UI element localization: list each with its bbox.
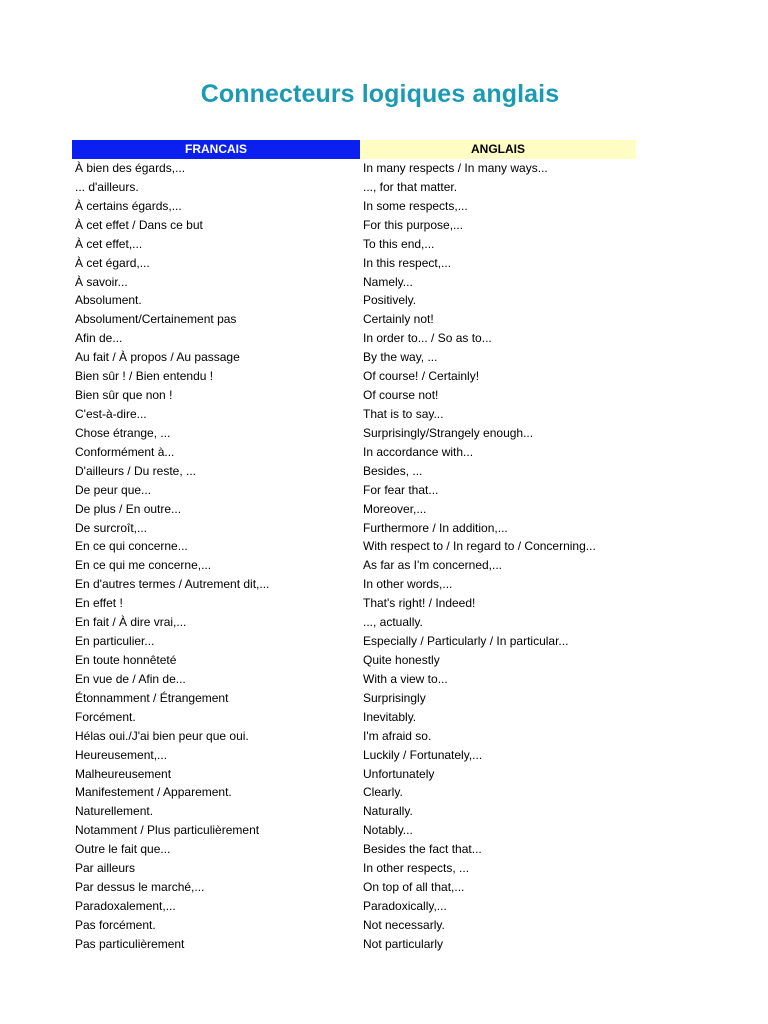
connectors-table bbox=[72, 140, 636, 954]
cell-francais: Paradoxalement,... bbox=[75, 898, 176, 913]
table-row bbox=[72, 613, 636, 632]
cell-francais: De surcroît,... bbox=[75, 520, 148, 535]
cell-anglais: In some respects,... bbox=[363, 198, 468, 213]
table-row bbox=[72, 802, 636, 821]
cell-francais: En ce qui concerne... bbox=[75, 539, 188, 554]
table-row bbox=[72, 878, 636, 897]
cell-francais: Naturellement. bbox=[75, 804, 154, 819]
cell-anglais: In many respects / In many ways... bbox=[363, 161, 548, 175]
cell-anglais: Of course! / Certainly! bbox=[363, 369, 480, 384]
table-row bbox=[72, 424, 636, 443]
cell-francais: Malheureusement bbox=[75, 766, 172, 781]
cell-francais: À cet effet / Dans ce but bbox=[75, 217, 203, 232]
cell-francais: En vue de / Afin de... bbox=[75, 671, 186, 686]
cell-francais: En fait / À dire vrai,... bbox=[75, 615, 187, 630]
cell-anglais: With a view to... bbox=[363, 671, 448, 686]
cell-francais: Forcément. bbox=[75, 709, 136, 724]
cell-francais: C'est-à-dire... bbox=[75, 406, 147, 421]
table-row bbox=[72, 783, 636, 802]
table-row bbox=[72, 765, 636, 784]
cell-francais: Outre le fait que... bbox=[75, 842, 171, 857]
cell-anglais: Furthermore / In addition,... bbox=[363, 520, 508, 535]
cell-francais: Bien sûr ! / Bien entendu ! bbox=[75, 369, 214, 384]
table-row bbox=[72, 935, 636, 954]
table-row bbox=[72, 575, 636, 594]
table-row bbox=[72, 689, 636, 708]
table-row bbox=[72, 235, 636, 254]
table-row bbox=[72, 651, 636, 670]
cell-francais: En d'autres termes / Autrement dit,... bbox=[75, 577, 270, 592]
cell-anglais: Surprisingly bbox=[363, 690, 426, 705]
table-row bbox=[72, 462, 636, 481]
cell-francais: Par dessus le marché,... bbox=[75, 880, 205, 895]
cell-anglais: Clearly. bbox=[363, 785, 403, 800]
table-row bbox=[72, 859, 636, 878]
cell-anglais: For fear that... bbox=[363, 482, 439, 497]
cell-francais: Afin de... bbox=[75, 331, 123, 346]
cell-anglais: That's right! / Indeed! bbox=[363, 596, 476, 611]
cell-anglais: Unfortunately bbox=[363, 766, 435, 781]
cell-anglais: Paradoxically,... bbox=[363, 898, 447, 913]
table-row bbox=[72, 216, 636, 235]
header-francais: FRANCAIS bbox=[72, 140, 360, 159]
table-row bbox=[72, 556, 636, 575]
cell-francais: À cet effet,... bbox=[75, 236, 143, 251]
cell-anglais: Of course not! bbox=[363, 388, 439, 403]
cell-anglais: ..., for that matter. bbox=[363, 179, 458, 194]
cell-francais: Étonnamment / Étrangement bbox=[75, 690, 229, 705]
cell-anglais: To this end,... bbox=[363, 236, 435, 251]
cell-francais: À certains égards,... bbox=[75, 198, 182, 213]
table-row bbox=[72, 670, 636, 689]
cell-anglais: Positively. bbox=[363, 293, 417, 308]
cell-anglais: With respect to / In regard to / Concerning... bbox=[363, 539, 596, 554]
cell-francais: De plus / En outre... bbox=[75, 501, 182, 516]
table-row bbox=[72, 254, 636, 273]
header-anglais: ANGLAIS bbox=[360, 140, 636, 159]
cell-anglais: In this respect,... bbox=[363, 255, 452, 270]
cell-francais: En toute honnêteté bbox=[75, 652, 177, 667]
table-row bbox=[72, 405, 636, 424]
cell-francais: Conformément à... bbox=[75, 444, 175, 459]
cell-anglais: ..., actually. bbox=[363, 615, 423, 630]
cell-anglais: Certainly not! bbox=[363, 312, 434, 327]
cell-anglais: Not particularly bbox=[363, 936, 444, 951]
table-row bbox=[72, 916, 636, 935]
table-row bbox=[72, 519, 636, 538]
cell-anglais: Quite honestly bbox=[363, 652, 440, 667]
cell-francais: Pas forcément. bbox=[75, 917, 156, 932]
cell-francais: Au fait / À propos / Au passage bbox=[75, 350, 240, 365]
table-row bbox=[72, 537, 636, 556]
cell-francais: De peur que... bbox=[75, 482, 152, 497]
table-row bbox=[72, 310, 636, 329]
cell-francais: Pas particulièrement bbox=[75, 936, 185, 951]
cell-anglais: Not necessarly. bbox=[363, 917, 445, 932]
cell-francais: Bien sûr que non ! bbox=[75, 388, 173, 403]
table-row bbox=[72, 329, 636, 348]
cell-anglais: By the way, ... bbox=[363, 350, 438, 365]
cell-francais: Hélas oui./J'ai bien peur que oui. bbox=[75, 728, 249, 743]
cell-francais: Absolument/Certainement pas bbox=[75, 312, 237, 327]
cell-francais: À bien des égards,... bbox=[75, 161, 186, 175]
table-row bbox=[72, 273, 636, 292]
cell-anglais: Besides, ... bbox=[363, 463, 423, 478]
table-row bbox=[72, 500, 636, 519]
page-title: Connecteurs logiques anglais bbox=[200, 80, 560, 108]
table-row bbox=[72, 178, 636, 197]
cell-anglais: Moreover,... bbox=[363, 501, 427, 516]
cell-francais: Manifestement / Apparement. bbox=[75, 785, 232, 800]
table-row bbox=[72, 386, 636, 405]
cell-anglais: On top of all that,... bbox=[363, 880, 465, 895]
table-row bbox=[72, 291, 636, 310]
cell-anglais: Inevitably. bbox=[363, 709, 417, 724]
cell-francais: En effet ! bbox=[75, 596, 123, 611]
cell-francais: À savoir... bbox=[75, 274, 128, 289]
table-row bbox=[72, 594, 636, 613]
cell-anglais: In order to... / So as to... bbox=[363, 331, 492, 346]
cell-francais: D'ailleurs / Du reste, ... bbox=[75, 463, 196, 478]
cell-anglais: Namely... bbox=[363, 274, 413, 289]
table-row bbox=[72, 367, 636, 386]
cell-francais: Notamment / Plus particulièrement bbox=[75, 823, 260, 838]
cell-francais: En ce qui me concerne,... bbox=[75, 558, 212, 573]
cell-francais: Chose étrange, ... bbox=[75, 425, 171, 440]
table-row bbox=[72, 443, 636, 462]
cell-anglais: Luckily / Fortunately,... bbox=[363, 747, 483, 762]
table-row bbox=[72, 481, 636, 500]
table-row bbox=[72, 348, 636, 367]
cell-anglais: Especially / Particularly / In particular... bbox=[363, 634, 569, 649]
cell-anglais: Surprisingly/Strangely enough... bbox=[363, 425, 534, 440]
cell-anglais: In accordance with... bbox=[363, 444, 474, 459]
cell-francais: ... d'ailleurs. bbox=[75, 179, 139, 194]
cell-anglais: Notably... bbox=[363, 823, 413, 838]
cell-anglais: In other respects, ... bbox=[363, 861, 470, 876]
table-row bbox=[72, 197, 636, 216]
table-row bbox=[72, 897, 636, 916]
cell-anglais: As far as I'm concerned,... bbox=[363, 558, 503, 573]
table-row bbox=[72, 746, 636, 765]
cell-francais: Par ailleurs bbox=[75, 861, 136, 876]
cell-francais: À cet égard,... bbox=[75, 255, 150, 270]
cell-anglais: That is to say... bbox=[363, 406, 444, 421]
cell-anglais: I'm afraid so. bbox=[363, 728, 432, 743]
table-row bbox=[72, 840, 636, 859]
cell-francais: Heureusement,... bbox=[75, 747, 168, 762]
cell-anglais: In other words,... bbox=[363, 577, 453, 592]
table-row bbox=[72, 727, 636, 746]
cell-anglais: Naturally. bbox=[363, 804, 413, 819]
table-row bbox=[72, 708, 636, 727]
cell-anglais: For this purpose,... bbox=[363, 217, 464, 232]
table-row bbox=[72, 159, 636, 178]
cell-francais: En particulier... bbox=[75, 634, 155, 649]
cell-anglais: Besides the fact that... bbox=[363, 842, 482, 857]
table-header-row bbox=[72, 140, 636, 159]
table-row bbox=[72, 632, 636, 651]
table-body bbox=[72, 159, 636, 954]
table-row bbox=[72, 821, 636, 840]
cell-francais: Absolument. bbox=[75, 293, 142, 308]
